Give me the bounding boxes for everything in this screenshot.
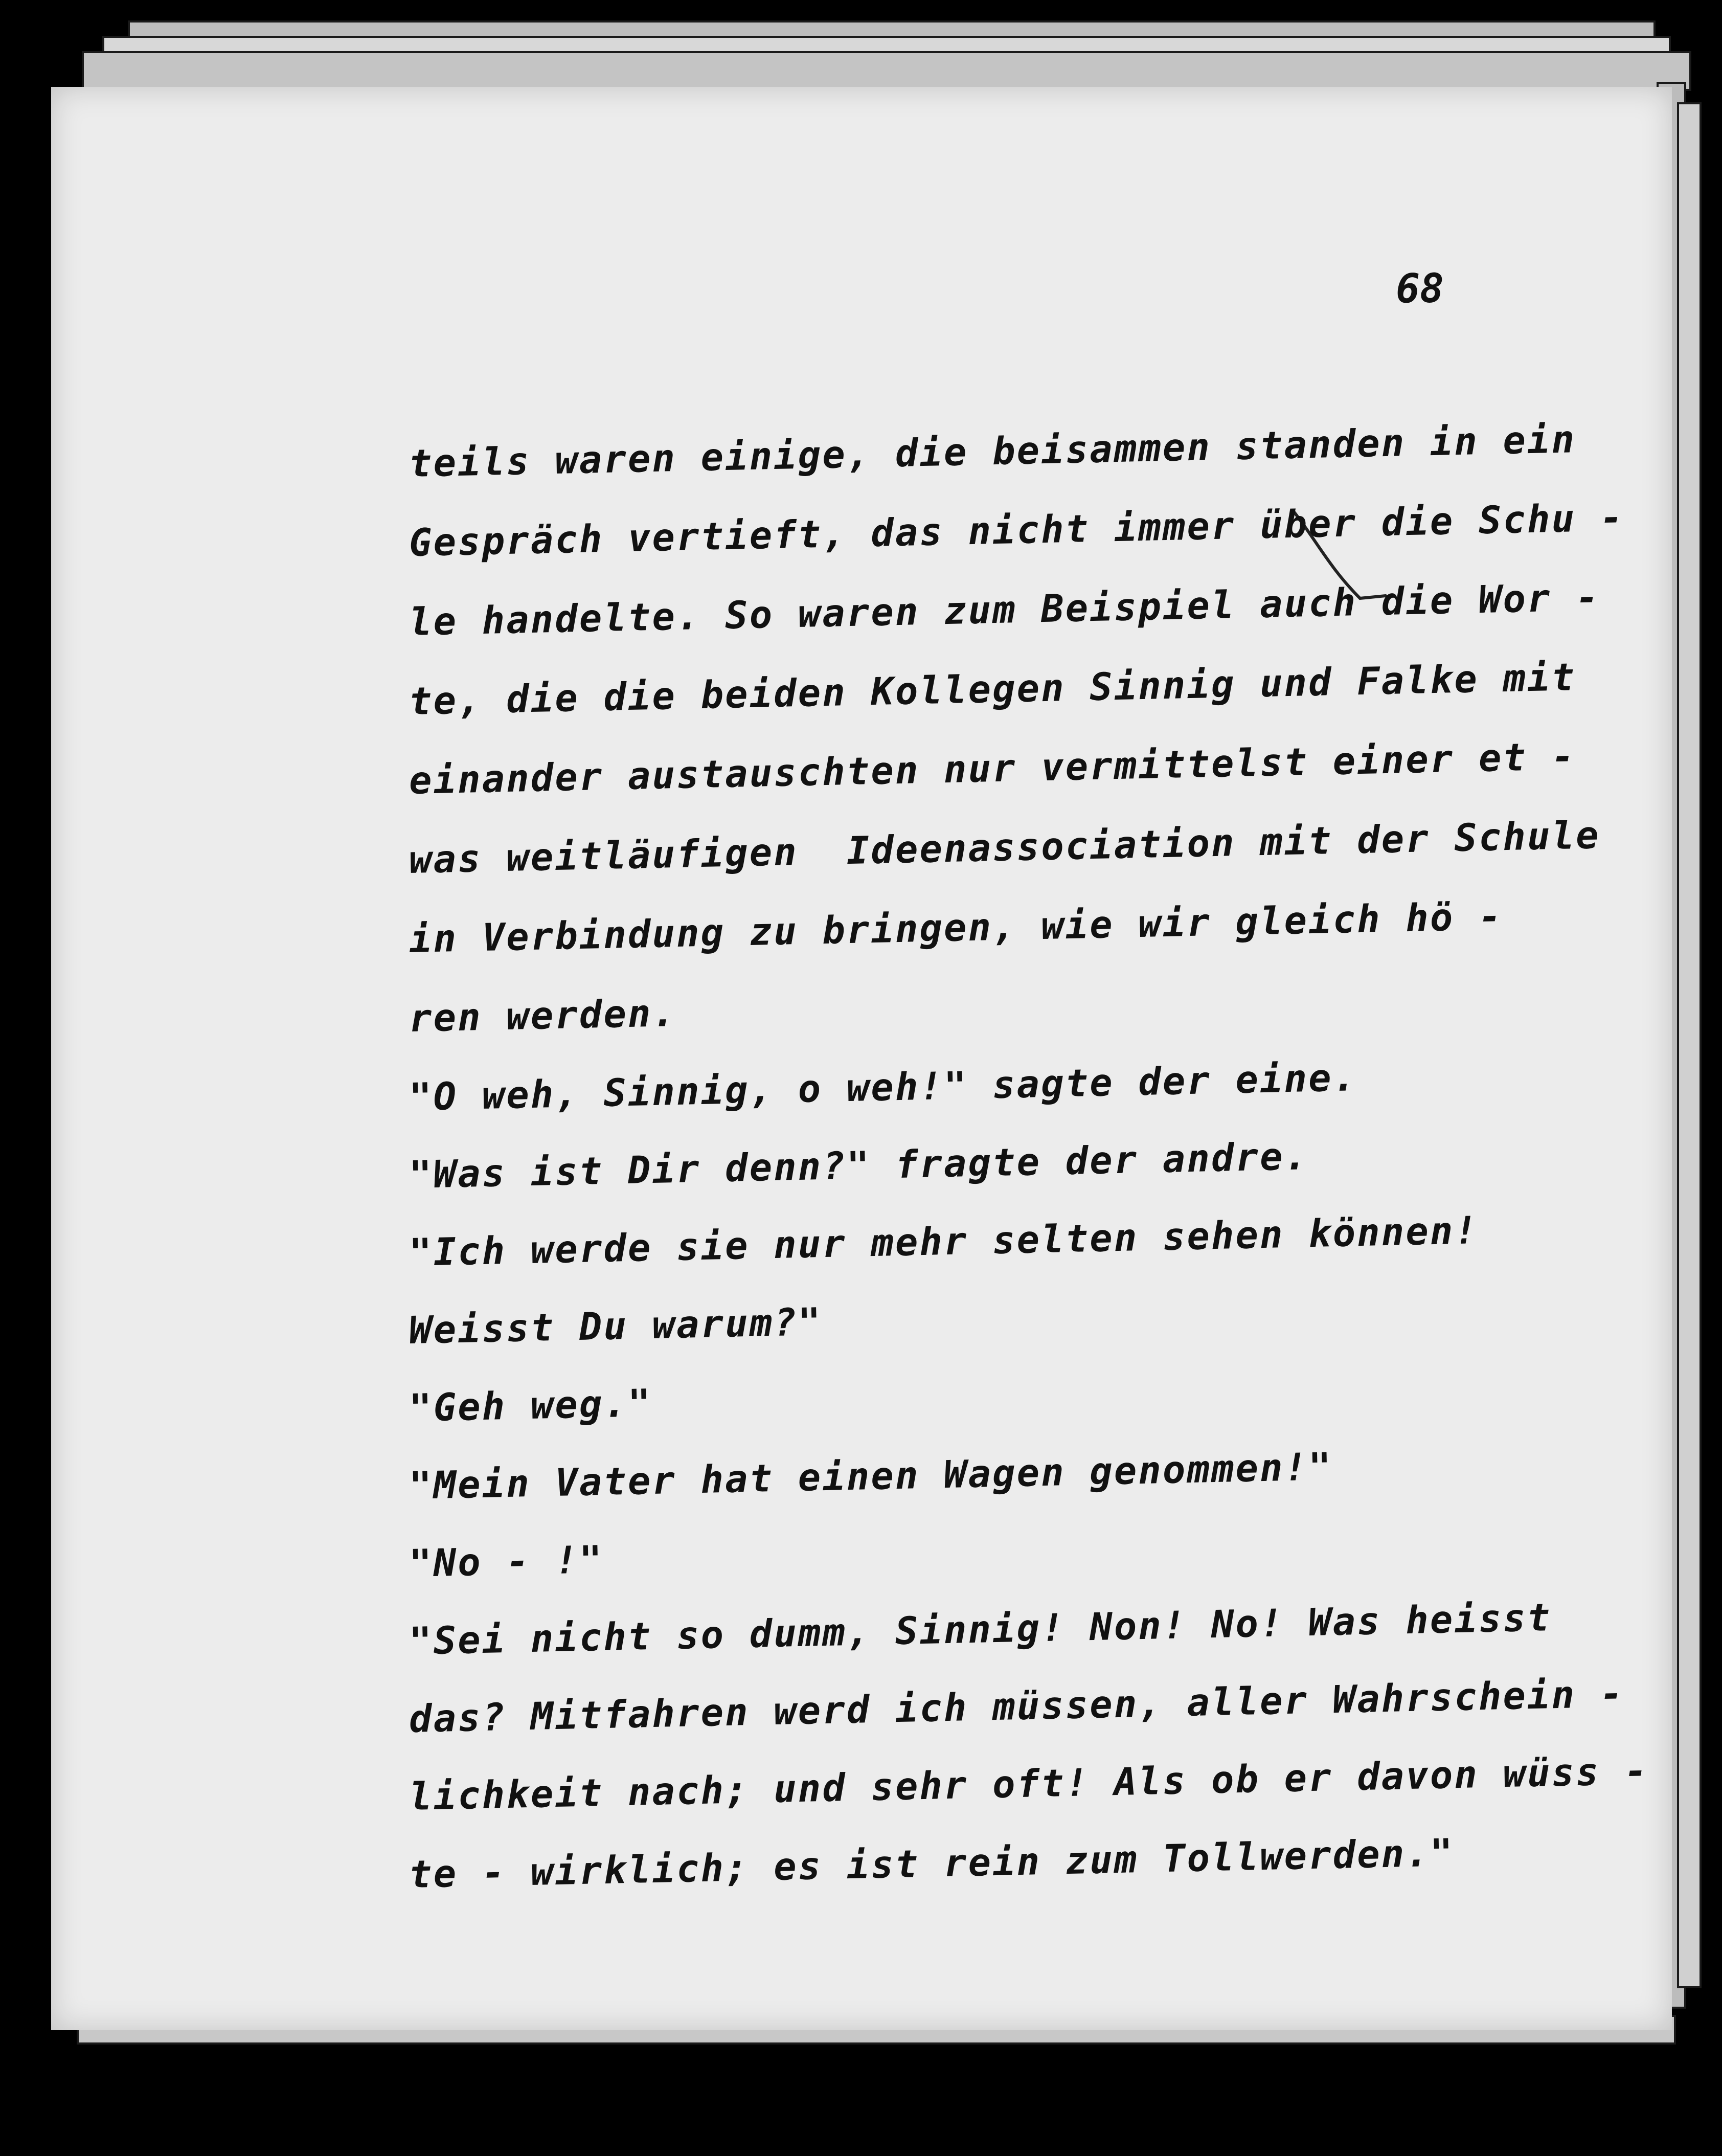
body-line: in Verbindung zu bringen, wie wir gleich hö -: [409, 894, 1504, 961]
dialog-line: "Was ist Dir denn?" fragte der andre.: [409, 1134, 1309, 1197]
body-line: was weitläufigen Ideenassociation mit der Schule: [409, 813, 1601, 882]
body-line: Gespräch vertieft, das nicht immer über die Schu -: [409, 496, 1625, 565]
body-line: ren werden.: [409, 991, 677, 1041]
page-stack-edge-top-3: [82, 51, 1691, 91]
dialog-line: "Mein Vater hat einen Wagen genommen!": [409, 1445, 1333, 1508]
dialog-line: "Geh weg.": [409, 1381, 653, 1430]
body-line: te, die die beiden Kollegen Sinnig und Falke mit: [409, 655, 1576, 724]
body-line: einander austauschten nur vermittelst einer et -: [409, 734, 1576, 803]
dialog-line: "No - !": [409, 1538, 604, 1586]
body-line: teils waren einige, die beisammen standen in ein: [409, 417, 1576, 486]
body-line: le handelte. So waren zum Beispiel auch die Wor -: [409, 575, 1601, 644]
dialog-line: Weisst Du warum?": [409, 1300, 823, 1353]
page-number: 68: [1396, 266, 1444, 312]
dialog-line: "O weh, Sinnig, o weh!" sagte der eine.: [409, 1055, 1358, 1119]
dialog-line: "Ich werde sie nur mehr selten sehen können!: [409, 1208, 1479, 1275]
dialog-line: "Sei nicht so dumm, Sinnig! Non! No! Was heisst: [409, 1596, 1552, 1664]
page-stack-edge-right-2: [1677, 102, 1702, 1988]
typewritten-sheet: [51, 87, 1672, 2030]
dialog-line: das? Mitfahren werd ich müssen, aller Wahrschein -: [409, 1672, 1625, 1741]
dialog-line: lichkeit nach; und sehr oft! Als ob er davon wüss -: [409, 1749, 1649, 1819]
typed-text-block: [409, 417, 1662, 1914]
dialog-line: te - wirklich; es ist rein zum Tollwerden.": [409, 1831, 1455, 1897]
